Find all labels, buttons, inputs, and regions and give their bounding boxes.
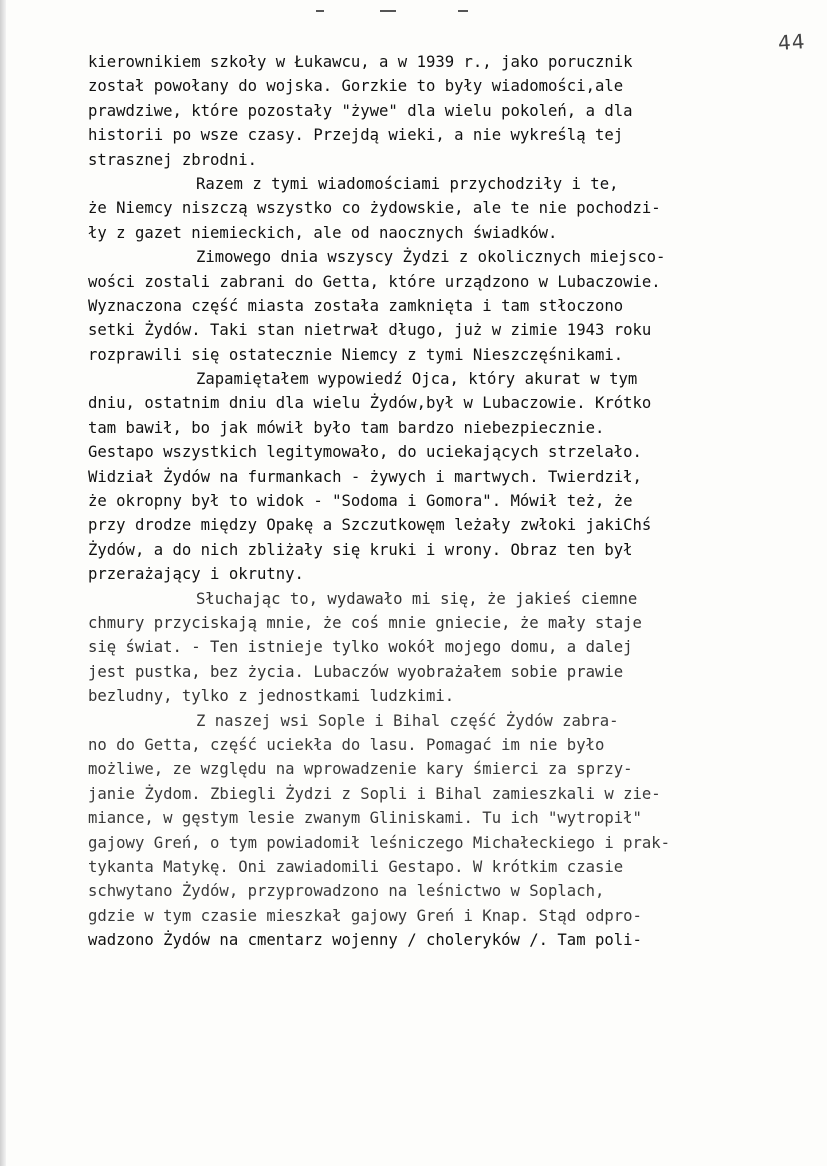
text-line: wadzono Żydów na cmentarz wojenny / choleryków /. Tam poli-	[88, 931, 642, 950]
text-line: możliwe, ze względu na wprowadzenie kary śmierci za sprzy-	[88, 760, 633, 779]
text-line: no do Getta, część uciekła do lasu. Pomagać im nie było	[88, 735, 605, 754]
text-line: rozprawili się ostatecznie Niemcy z tymi Nieszczęśnikami.	[88, 345, 624, 364]
text-line: historii po wsze czasy. Przejdą wieki, a nie wykreślą tej	[88, 126, 624, 145]
text-line: chmury przyciskają mnie, że coś mnie gniecie, że mały staje	[88, 613, 642, 632]
text-line: schwytano Żydów, przyprowadzono na leśnictwo w Soplach,	[88, 882, 605, 901]
text-line: jest pustka, bez życia. Lubaczów wyobrażałem sobie prawie	[88, 662, 624, 681]
text-line: prawdziwe, które pozostały "żywe" dla wielu pokoleń, a dla	[88, 101, 633, 120]
text-line: janie Żydom. Zbiegli Żydzi z Sopli i Bihal zamieszkali w zie-	[88, 784, 661, 803]
text-line: tykanta Matykę. Oni zawiadomili Gestapo. W krótkim czasie	[88, 857, 624, 876]
page-number: 44	[776, 29, 806, 55]
text-line: Żydów, a do nich zbliżały się kruki i wrony. Obraz ten był	[88, 540, 633, 559]
text-line: miance, w gęstym lesie zwanym Gliniskami. Tu ich "wytropił"	[88, 809, 642, 828]
text-line: dniu, ostatnim dniu dla wielu Żydów,był w Lubaczowie. Krótko	[88, 394, 652, 413]
scan-edge-shadow	[0, 0, 6, 1166]
text-line: Zimowego dnia wszyscy Żydzi z okolicznych miejsco-	[196, 248, 666, 267]
text-line: wości zostali zabrani do Getta, które urządzono w Lubaczowie.	[88, 272, 661, 291]
text-line: przy drodze między Opakę a Szczutkowęm leżały zwłoki jakiChś	[88, 516, 652, 535]
text-line: Z naszej wsi Sople i Bihal część Żydów zabra-	[196, 711, 619, 730]
text-line: Razem z tymi wiadomościami przychodziły i te,	[196, 174, 619, 193]
text-line: gdzie w tym czasie mieszkał gajowy Greń i Knap. Stąd odpro-	[88, 906, 642, 925]
text-line: Zapamiętałem wypowiedź Ojca, który akurat w tym	[196, 370, 638, 389]
text-line: że Niemcy niszczą wszystko co żydowskie, ale te nie pochodzi-	[88, 199, 661, 218]
scan-top-marks	[300, 2, 500, 22]
text-line: Widział Żydów na furmankach - żywych i martwych. Twierdził,	[88, 467, 642, 486]
text-line: kierownikiem szkoły w Łukawcu, a w 1939 r., jako porucznik	[88, 53, 633, 71]
text-line: gajowy Greń, o tym powiadomił leśniczego Michałeckiego i prak-	[88, 833, 671, 852]
text-line: Wyznaczona część miasta została zamknięta i tam stłoczono	[88, 296, 624, 315]
text-line: przerażający i okrutny.	[88, 565, 304, 584]
text-line: ły z gazet niemieckich, ale od naocznych świadków.	[88, 223, 558, 242]
text-line: że okropny był to widok - "Sodoma i Gomora". Mówił też, że	[88, 492, 633, 511]
scan-mark	[458, 10, 468, 12]
text-line: Słuchając to, wydawało mi się, że jakieś ciemne	[196, 589, 638, 608]
text-line: został powołany do wojska. Gorzkie to były wiadomości,ale	[88, 77, 624, 96]
text-line: Gestapo wszystkich legitymowało, do uciekających strzelało.	[88, 443, 642, 462]
body-text	[88, 50, 788, 952]
text-line: setki Żydów. Taki stan nietrwał długo, już w zimie 1943 roku	[88, 321, 652, 340]
scan-mark	[380, 10, 396, 12]
scan-mark	[316, 10, 324, 12]
text-line: się świat. - Ten istnieje tylko wokół mojego domu, a dalej	[88, 638, 633, 657]
text-line: tam bawił, bo jak mówił było tam bardzo niebezpiecznie.	[88, 418, 605, 437]
text-line: bezludny, tylko z jednostkami ludzkimi.	[88, 687, 455, 706]
text-line: strasznej zbrodni.	[88, 150, 257, 169]
